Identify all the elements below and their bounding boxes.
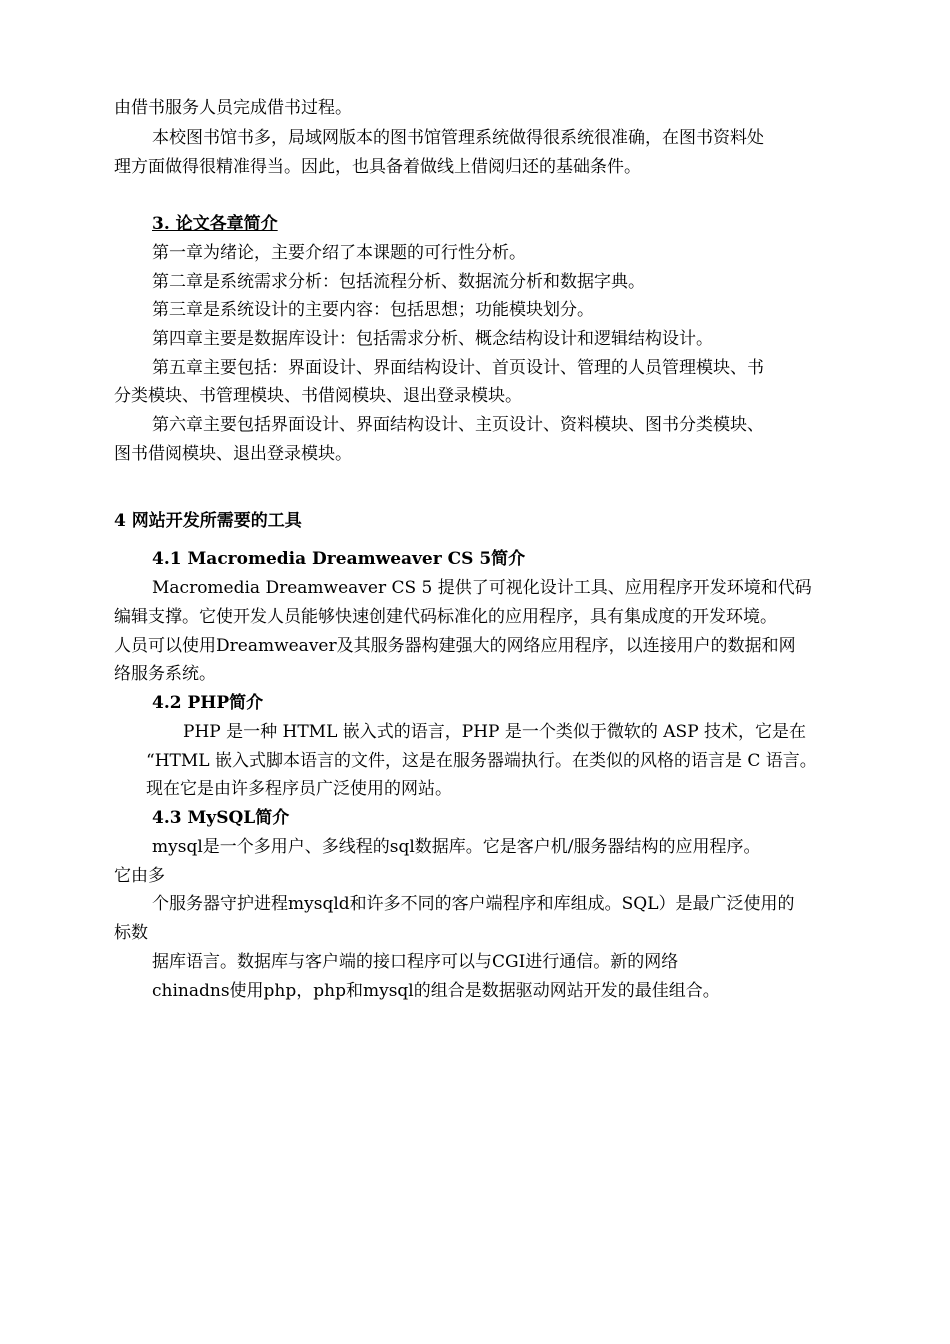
- intro-line-2: 本校图书馆书多，局域网版本的图书馆管理系统做得很系统很准确，在图书资料处: [152, 128, 764, 148]
- section-4-3-line-4: 标数: [114, 923, 148, 943]
- section-4-3-line-5: 据库语言。数据库与客户端的接口程序可以与CGI进行通信。新的网络: [152, 952, 679, 972]
- chapter-1-summary: 第一章为绪论，主要介绍了本课题的可行性分析。: [152, 243, 526, 263]
- section-4-heading: 4 网站开发所需要的工具: [114, 511, 302, 531]
- chapter-6-summary-line-2: 图书借阅模块、退出登录模块。: [114, 444, 352, 464]
- chapter-5-summary-line-2: 分类模块、书管理模块、书借阅模块、退出登录模块。: [114, 386, 522, 406]
- chapter-5-summary-line-1: 第五章主要包括：界面设计、界面结构设计、首页设计、管理的人员管理模块、书: [152, 358, 764, 378]
- section-4-1-line-4: 络服务系统。: [114, 664, 216, 684]
- chapter-3-summary: 第三章是系统设计的主要内容：包括思想；功能模块划分。: [152, 300, 594, 320]
- section-4-1-line-2: 编辑支撑。它使开发人员能够快速创建代码标准化的应用程序，具有集成度的开发环境。: [114, 607, 777, 627]
- intro-line-1: 由借书服务人员完成借书过程。: [114, 98, 352, 118]
- section-4-3-line-6: chinadns使用php，php和mysql的组合是数据驱动网站开发的最佳组合。: [152, 981, 720, 1001]
- section-4-3-line-3: 个服务器守护进程mysqld和许多不同的客户端程序和库组成。SQL）是最广泛使用的: [152, 894, 795, 914]
- section-4-2-heading: 4.2 PHP简介: [152, 693, 264, 713]
- section-4-3-line-1: mysql是一个多用户、多线程的sql数据库。它是客户机/服务器结构的应用程序。: [152, 837, 761, 857]
- chapter-2-summary: 第二章是系统需求分析：包括流程分析、数据流分析和数据字典。: [152, 272, 645, 292]
- section-4-2-line-3: 现在它是由许多程序员广泛使用的网站。: [146, 779, 452, 799]
- chapter-4-summary: 第四章主要是数据库设计：包括需求分析、概念结构设计和逻辑结构设计。: [152, 329, 713, 349]
- section-4-3-heading: 4.3 MySQL简介: [152, 808, 290, 828]
- intro-line-3: 理方面做得很精准得当。因此，也具备着做线上借阅归还的基础条件。: [114, 157, 641, 177]
- section-4-2-line-1: PHP 是一种 HTML 嵌入式的语言，PHP 是一个类似于微软的 ASP 技术，它是在: [183, 722, 807, 742]
- section-4-2-line-2: “HTML 嵌入式脚本语言的文件，这是在服务器端执行。在类似的风格的语言是 C 语言。: [146, 751, 817, 771]
- section-4-1-line-3: 人员可以使用Dreamweaver及其服务器构建强大的网络应用程序，以连接用户的数据和网: [114, 636, 796, 656]
- section-4-1-line-1: Macromedia Dreamweaver CS 5 提供了可视化设计工具、应用程序开发环境和代码: [152, 578, 812, 598]
- section-4-3-line-2: 它由多: [114, 866, 165, 886]
- section-3-heading: 3. 论文各章简介: [152, 214, 278, 234]
- section-4-1-heading: 4.1 Macromedia Dreamweaver CS 5简介: [152, 549, 526, 569]
- chapter-6-summary-line-1: 第六章主要包括界面设计、界面结构设计、主页设计、资料模块、图书分类模块、: [152, 415, 764, 435]
